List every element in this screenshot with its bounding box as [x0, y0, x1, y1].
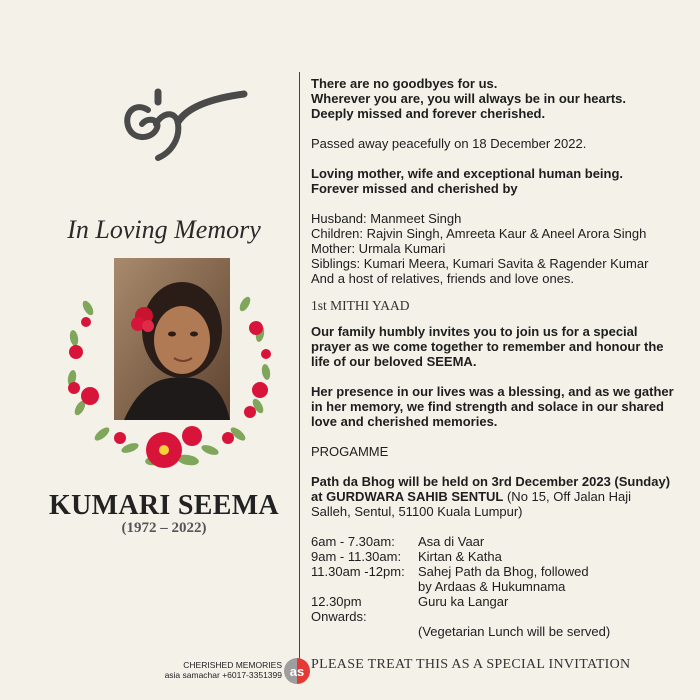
bhog-details [311, 474, 691, 519]
invite-line: life of our beloved SEEMA. [311, 354, 477, 369]
mithi-text: MITHI YAAD [330, 298, 410, 313]
lifespan-years: (1972 – 2022) [121, 520, 207, 536]
loving-line: Loving mother, wife and exceptional human being. [311, 166, 624, 181]
mithi-yaad-heading [311, 298, 691, 313]
presence-line: in her memory, we find strength and solace in our shared [311, 399, 664, 414]
schedule-row: by Ardaas & Hukumnama [418, 579, 566, 594]
footer-credit [160, 660, 282, 680]
mithi-prefix: 1st [311, 298, 327, 313]
presence-line: Her presence in our lives was a blessing, and as we gather [311, 384, 674, 399]
bhog-line: Path da Bhog will be held on 3rd December 2023 (Sunday) [311, 474, 671, 489]
deceased-name: KUMARI SEEMA [49, 490, 279, 521]
invite-line: Our family humbly invites you to join us for a special [311, 324, 638, 339]
programme-schedule [311, 534, 691, 639]
schedule-row: 6am - 7.30am: Asa di Vaar [311, 534, 485, 549]
family-list [311, 211, 691, 286]
schedule-row: 9am - 11.30am: Kirtan & Katha [311, 549, 502, 564]
schedule-row: (Vegetarian Lunch will be served) [418, 624, 611, 639]
ik-onkar-symbol [118, 86, 248, 176]
family-member: Mother: Urmala Kumari [311, 241, 446, 256]
obituary-text-column [311, 76, 691, 672]
presence-line: love and cherished memories. [311, 414, 498, 429]
logo-text: as [289, 664, 305, 679]
loving-line: Forever missed and cherished by [311, 181, 518, 196]
presence-paragraph [311, 384, 691, 429]
memorial-title: In Loving Memory [67, 215, 261, 244]
footer-line: CHERISHED MEMORIES [183, 660, 282, 670]
programme-heading: PROGAMME [311, 444, 389, 459]
bhog-line: at GURDWARA SAHIB SENTUL (No 15, Off Jalan Haji [311, 489, 632, 504]
floral-wreath [60, 288, 290, 488]
family-member: Husband: Manmeet Singh [311, 211, 462, 226]
schedule-row: 12.30pm Onwards: Guru ka Langar [311, 594, 509, 624]
family-member: Children: Rajvin Singh, Amreeta Kaur & Aneel Arora Singh [311, 226, 647, 241]
intro-line: Deeply missed and forever cherished. [311, 106, 546, 121]
vertical-divider [299, 72, 300, 680]
schedule-row: 11.30am -12pm: Sahej Path da Bhog, followed [311, 564, 589, 579]
intro-line: Wherever you are, you will always be in our hearts. [311, 91, 626, 106]
asia-samachar-logo [284, 658, 310, 684]
invitation-paragraph [311, 324, 691, 369]
intro-line: There are no goodbyes for us. [311, 76, 498, 91]
special-invitation-line: PLEASE TREAT THIS AS A SPECIAL INVITATION [311, 657, 631, 672]
family-member: Siblings: Kumari Meera, Kumari Savita & Ragender Kumar [311, 256, 649, 271]
footer-line: asia samachar +6017-3351399 [164, 670, 282, 680]
passed-away-line: Passed away peacefully on 18 December 2022. [311, 136, 587, 151]
bhog-line: Salleh, Sentul, 51100 Kuala Lumpur) [311, 504, 523, 519]
family-member: And a host of relatives, friends and love ones. [311, 271, 575, 286]
invite-line: prayer as we come together to remember and honour the [311, 339, 664, 354]
